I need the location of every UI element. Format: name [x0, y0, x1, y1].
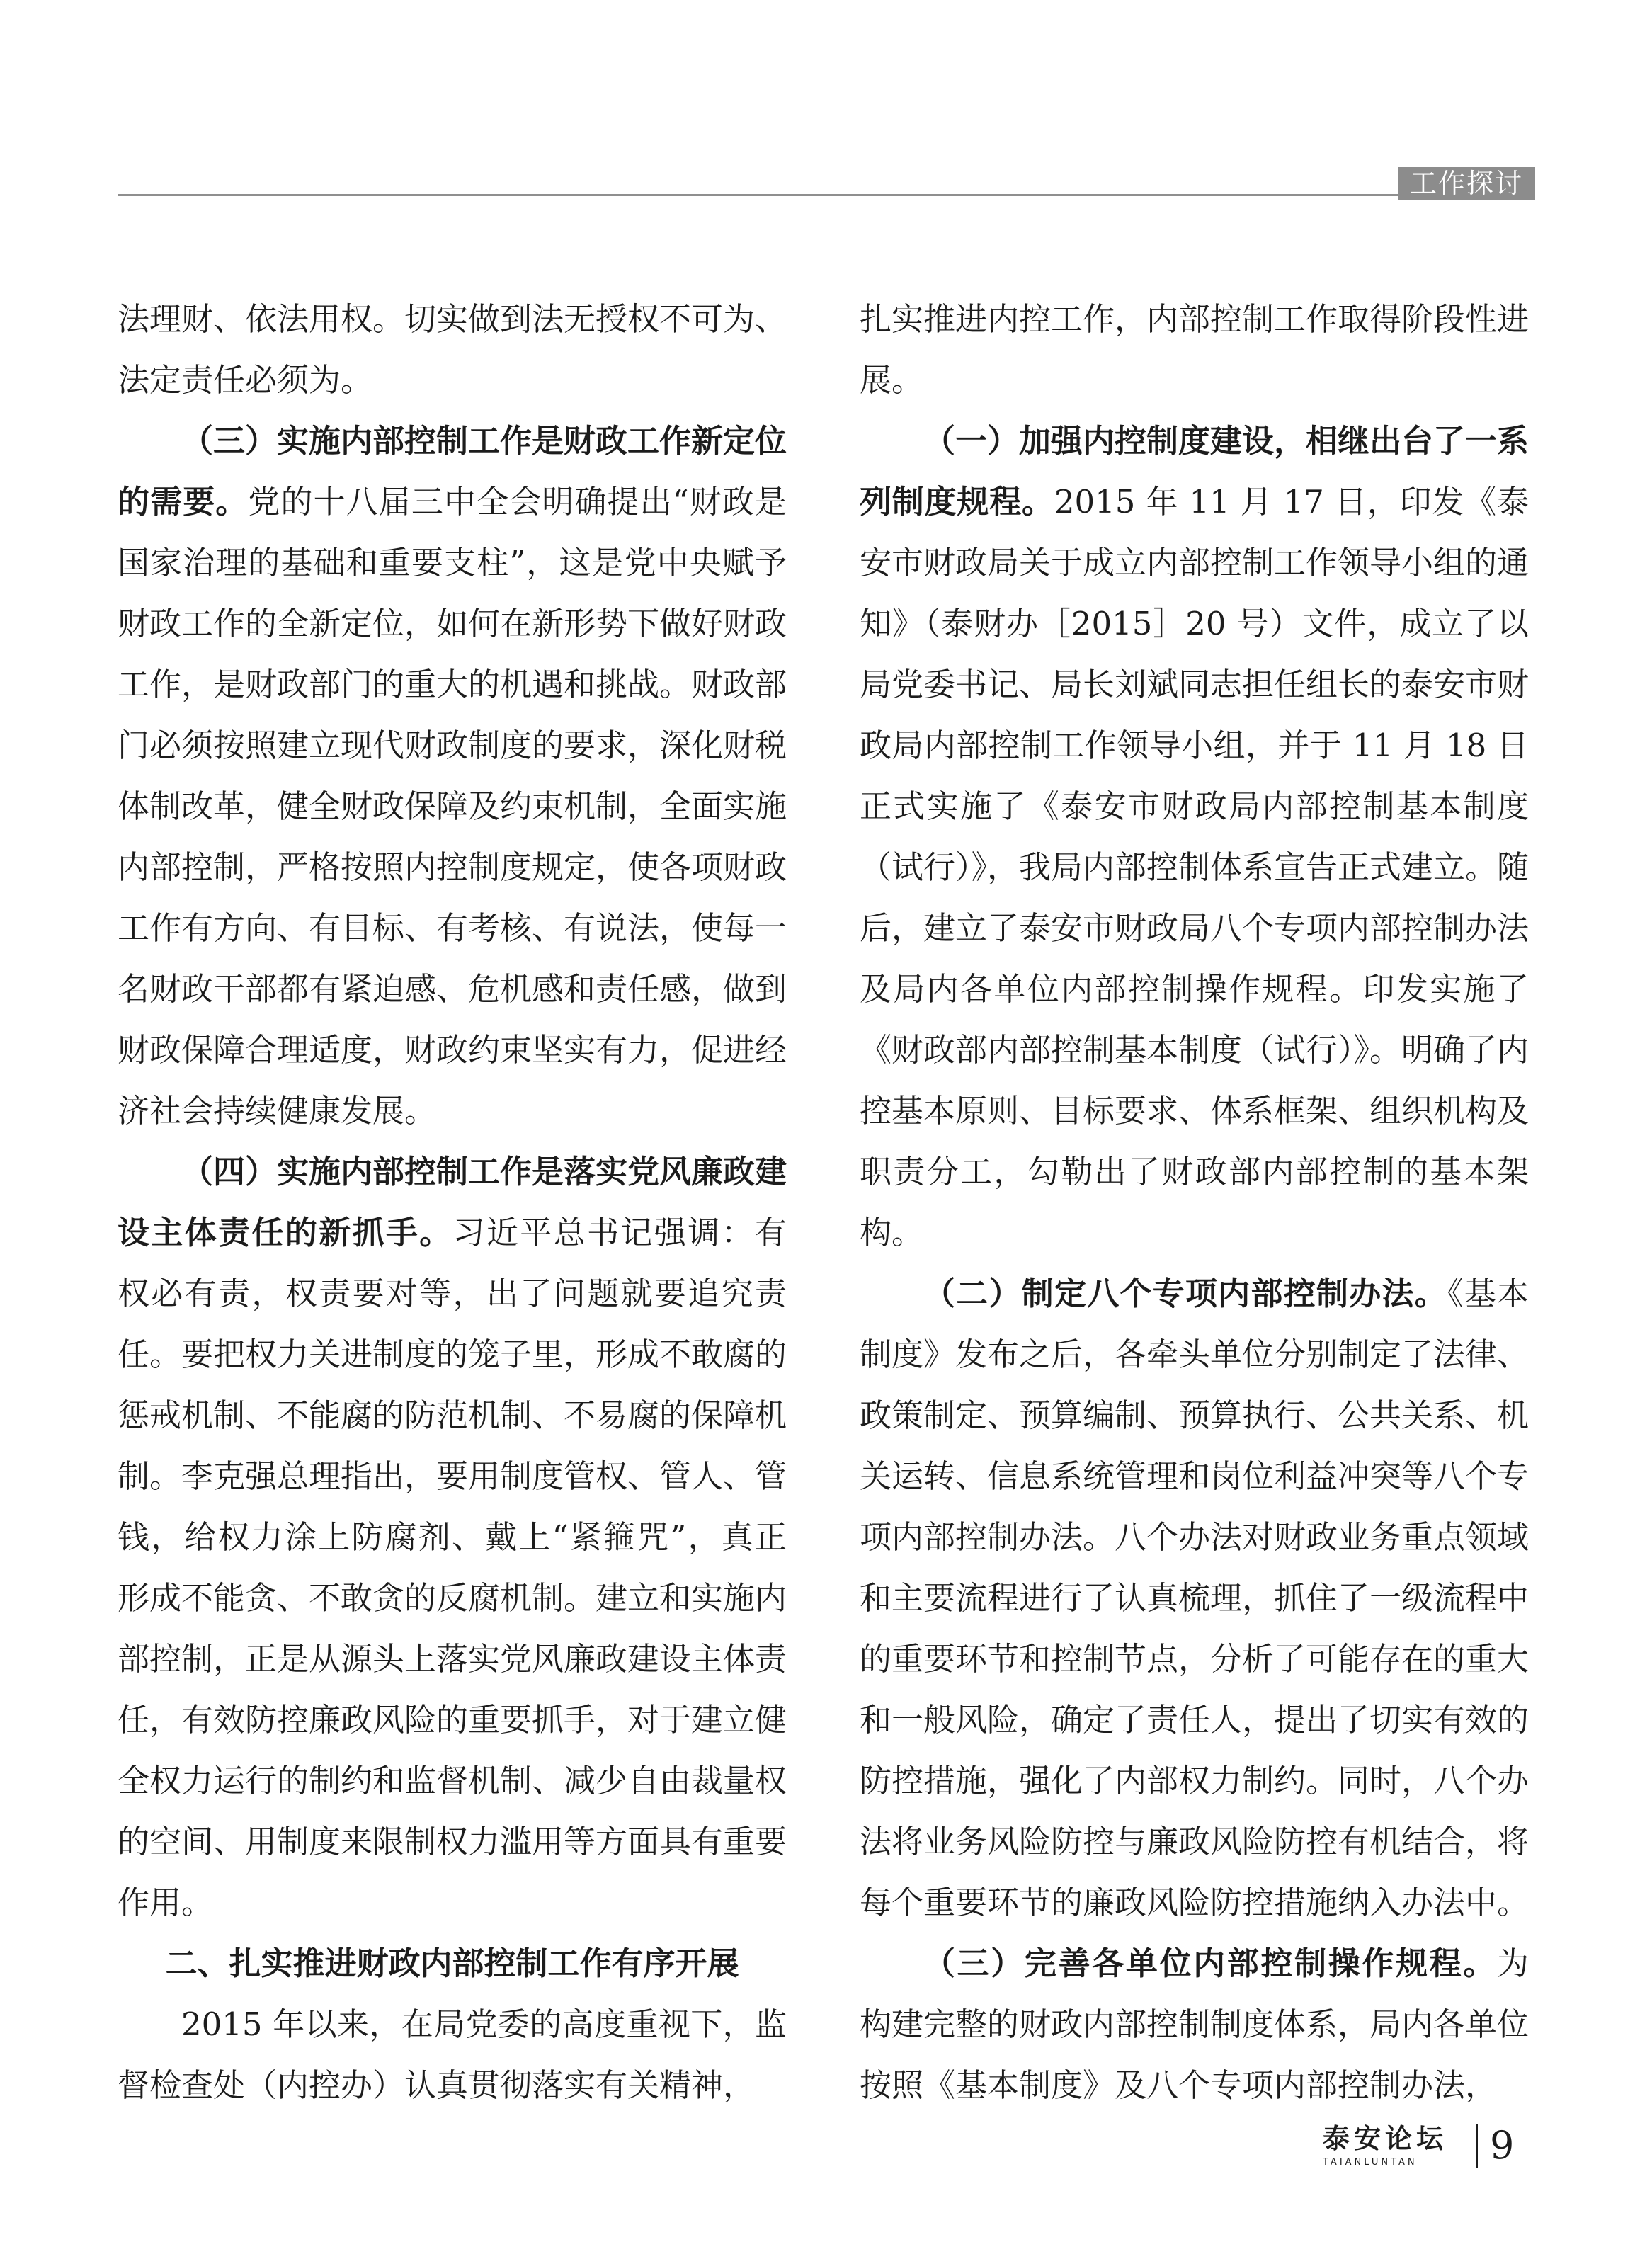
right-paragraph-3: [860, 1263, 1529, 1933]
magazine-name: 泰安论坛: [1323, 2123, 1448, 2154]
section-tag: 工作探讨: [1398, 167, 1535, 200]
section-heading: 二、扎实推进财政内部控制工作有序开展: [165, 1945, 739, 1982]
page-number: 9: [1490, 2123, 1515, 2168]
footer-divider: [1476, 2124, 1478, 2168]
left-paragraph-2: [118, 411, 787, 1142]
magazine-pinyin: TAIANLUNTAN: [1323, 2157, 1418, 2168]
right-paragraph-4-lead: （三）完善各单位内部控制操作规程。: [923, 1945, 1497, 1982]
header-rule: [118, 194, 1398, 196]
right-paragraph-4-body: 为构建完整的财政内部控制制度体系，局内各单位按照《基本制度》及八个专项内部控制办法，: [860, 1945, 1529, 2104]
left-paragraph-3-body: 习近平总书记强调：有权必有责，权责要对等，出了问题就要追究责任。要把权力关进制度的笼子里，形成不敢腐的惩戒机制、不能腐的防范机制、不易腐的保障机制。李克强总理指出，要用制度管权、管人、管钱，给权力涂上防腐剂、戴上“紧箍咒”，真正形成不能贪、不敢贪的反腐机制。建立和实施内部控制，正是从源头上落实党风廉政建设主体责任，有效防控廉政风险的重要抓手，对于建立健全权力运行的制约和监督机制、减少自由裁量权的空间、用制度来限制权力滥用等方面具有重要作用。: [118, 1214, 787, 1921]
right-paragraph-3-body: 《基本制度》发布之后，各牵头单位分别制定了法律、政策制定、预算编制、预算执行、公共关系、机关运转、信息系统管理和岗位利益冲突等八个专项内部控制办法。八个办法对财政业务重点领域和主要流程进行了认真梳理，抓住了一级流程中的重要环节和控制节点，分析了可能存在的重大和一般风险，确定了责任人，提出了切实有效的防控措施，强化了内部权力制约。同时，八个办法将业务风险防控与廉政风险防控有机结合，将每个重要环节的廉政风险防控措施纳入办法中。: [860, 1275, 1529, 1921]
right-paragraph-4: [860, 1933, 1529, 2116]
left-paragraph-2-lead: （三）实施内部控制工作是财政工作新定位的需要。: [118, 422, 787, 520]
right-paragraph-2-body: 2015 年 11 月 17 日，印发《泰安市财政局关于成立内部控制工作领导小组的通知》（泰财办［2015］20 号）文件，成立了以局党委书记、局长刘斌同志担任组长的泰安市财政局内部控制工作领导小组，并于 11 月 18 日正式实施了《泰安市财政局内部控制基本制度（试行）》，我局内部控制体系宣告正式建立。随后，建立了泰安市财政局八个专项内部控制办法及局内各单位内部控制操作规程。印发实施了《财政部内部控制基本制度（试行）》。明确了内控基本原则、目标要求、体系框架、组织机构及职责分工，勾勒出了财政部内部控制的基本架构。: [860, 483, 1529, 1251]
right-column: [860, 289, 1529, 2116]
left-paragraph-2-body: 党的十八届三中全会明确提出“财政是国家治理的基础和重要支柱”，这是党中央赋予财政工作的全新定位，如何在新形势下做好财政工作，是财政部门的重大的机遇和挑战。财政部门必须按照建立现代财政制度的要求，深化财税体制改革，健全财政保障及约束机制，全面实施内部控制，严格按照内控制度规定，使各项财政工作有方向、有目标、有考核、有说法，使每一名财政干部都有紧迫感、危机感和责任感，做到财政保障合理适度，财政约束坚实有力，促进经济社会持续健康发展。: [118, 483, 787, 1129]
left-paragraph-3-lead: （四）实施内部控制工作是落实党风廉政建设主体责任的新抓手。: [118, 1153, 787, 1251]
left-paragraph-4: 2015 年以来，在局党委的高度重视下，监督检查处（内控办）认真贯彻落实有关精神，: [118, 2005, 787, 2104]
left-column: [118, 289, 787, 2116]
right-paragraph-2-lead: （一）加强内控制度建设，相继出台了一系列制度规程。: [860, 422, 1529, 520]
left-paragraph-3: [118, 1142, 787, 1933]
left-paragraph-1: 法理财、依法用权。切实做到法无授权不可为、法定责任必须为。: [118, 300, 787, 399]
right-paragraph-1: 扎实推进内控工作，内部控制工作取得阶段性进展。: [860, 300, 1529, 399]
right-paragraph-3-lead: （二）制定八个专项内部控制办法。: [923, 1275, 1447, 1312]
right-paragraph-2: [860, 411, 1529, 1263]
